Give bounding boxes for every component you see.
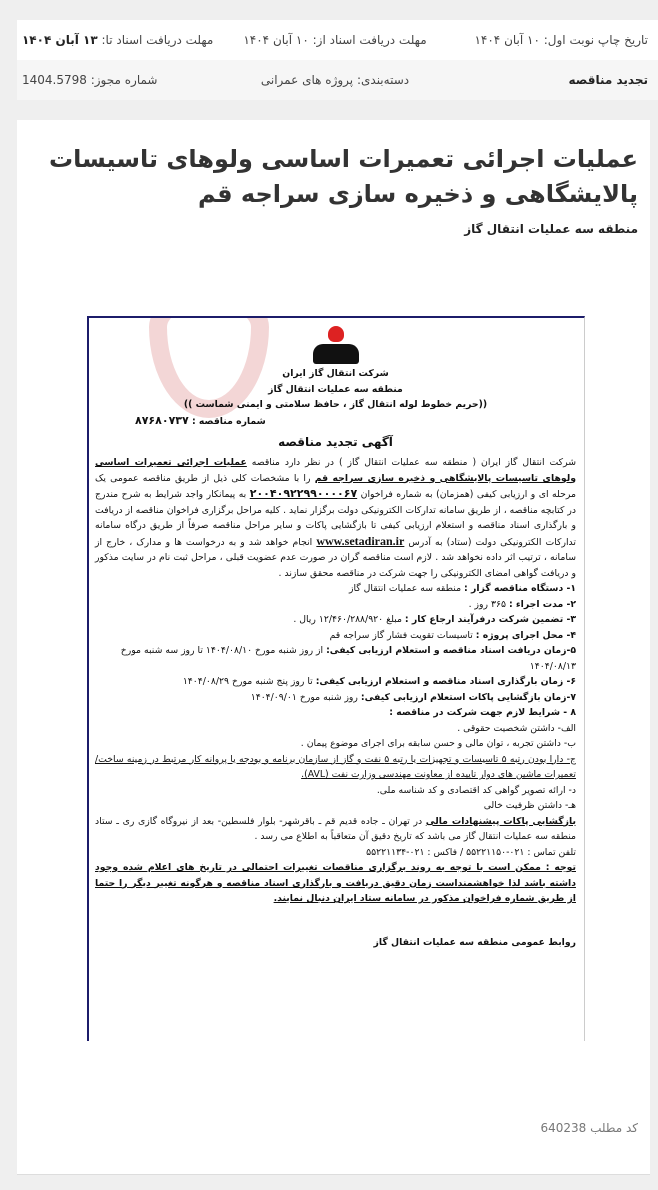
- tender-type: تجدید مناقصه: [568, 73, 648, 87]
- doc-item-7: ۷-زمان بازگشایی پاکات استعلام ارزیابی کیفی: روز شنبه مورخ ۱۴۰۴/۰۹/۰۱: [250, 691, 576, 703]
- setadiran-link[interactable]: www.setadiran.ir: [316, 533, 405, 548]
- tender-document-image[interactable]: [87, 316, 585, 1041]
- license-number: شماره مجوز: 1404.5798: [21, 73, 158, 87]
- doc-item-3: ۳- تضمین شرکت درفرآیند ارجاع کار : مبلغ ۱۲/۴۶۰/۲۸۸/۹۲۰ ریال .: [293, 614, 576, 625]
- tender-card: [17, 120, 650, 1175]
- doc-paragraph: شرکت انتقال گاز ایران ( منطقه سه عملیات انتقال گاز ) در نظر دارد مناقصه عملیات اجرائی تعمیرات اساسی ولوهای تاسیسات پالایشگاهی و ذخیره سازی سراجه قم را با مشخصات کلی ذیل از طریق مناقصه عمومی یک مرحله ای و ارزیابی کیفی (همزمان) به شماره فراخوان ۲۰۰۴۰۹۲۲۹۹۰۰۰۰۶۷ به پیمانکار واجد شرایط به شرح مندرج در کتابچه مناقصه ، از طریق سامانه تدارکات الکترونیکی دولت برگزار نماید . کلیه مراحل برگزاری فراخوان مناقصه از دریافت و بارگذاری اسناد مناقصه و استعلام ارزیابی کیفی تا بازگشایی پاکات و سایر مراحل مناقصه صرفاً از طریق درگاه سامانه تدارکات الکترونیکی دولت (ستاد) به آدرس www.setadiran.ir انجام خواهد شد و به درخواست ها و مدارک ، خارج از سامانه ، ترتیب اثر داده نخواهد شد . لازم است مناقصه گران در صورت عدم عضویت قبلی ، مراحل ثبت نام در سایت مذکور و دریافت گواهی امضای الکترونیکی را جهت شرکت در مناقصه محقق سازند .: [95, 457, 577, 579]
- nigc-logo-icon: [313, 326, 359, 366]
- doc-note: توجه : ممکن است با توجه به روند برگزاری مناقصات تغییرات احتمالی در تاریخ های اعلام شده وجود داشته باشد لذا خواهشمنداست زمان دقیق دریافت و بارگذاری اسناد مناقصه و هرگونه تغییر دیگر را حتما از طریق شماره فراخوان مذکور در سامانه ستاد ایران دنبال نمایند.: [95, 862, 576, 904]
- category: دسته‌بندی: پروژه های عمرانی: [260, 73, 410, 87]
- docs-from: مهلت دریافت اسناد از: ۱۰ آبان ۱۴۰۴: [243, 33, 427, 47]
- doc-condition: هـ- داشتن ظرفیت خالی: [483, 800, 576, 811]
- doc-condition: ج- دارا بودن رتبه ۵ تاسیسات و تجهیزات یا رتبه ۵ نفت و گاز از سازمان برنامه و بودجه یا پروانه کار مرتبط در زمینه ساخت/ تعمیرات ماشین های دوار تاییده از معاونت مهندسی وزارت نفت (AVL).: [95, 753, 576, 780]
- print-date: تاریخ چاپ نوبت اول: ۱۰ آبان ۱۴۰۴: [474, 33, 648, 47]
- doc-item-8: ۸ - شرایط لازم جهت شرکت در مناقصه :: [389, 707, 576, 718]
- organization: منطقه سه عملیات انتقال گاز: [464, 222, 638, 236]
- doc-slogan: ((حریم خطوط لوله انتقال گاز ، حافظ سلامتی و ایمنی شماست )): [183, 399, 488, 410]
- doc-item-6: ۶- زمان بارگذاری اسناد مناقصه و استعلام ارزیابی کیفی: تا روز پنج شنبه مورخ ۱۴۰۴/۰۸/۲۹: [182, 676, 576, 687]
- doc-tender-no: شماره مناقصه : ۸۷۶۸۰۷۳۷: [135, 413, 266, 427]
- doc-heading: آگهی تجدید مناقصه: [278, 435, 393, 449]
- post-code: کد مطلب 640238: [540, 1121, 638, 1135]
- doc-phone: تلفن تماس : ۰۲۱-۵۵۲۲۱۱۵۰ / فاکس : ۰۲۱-۵۵۲۲۱۱۳۴: [366, 846, 576, 858]
- doc-item-5: ۵-زمان دریافت اسناد مناقصه و استعلام ارزیابی کیفی: از روز شنبه مورخ ۱۴۰۴/۰۸/۱۰ تا روز سه شنبه مورخ ۱۴۰۴/۰۸/۱۳: [120, 645, 576, 672]
- doc-region: منطقه سه عملیات انتقال گاز: [268, 383, 403, 395]
- doc-condition: ب- داشتن تجربه ، توان مالی و حسن سابقه برای اجرای موضوع پیمان .: [300, 738, 576, 749]
- doc-opening: بازگشایی پاکات پیشنهادات مالی در تهران ـ جاده قدیم قم ـ باقرشهر- بلوار فلسطین- بعد از نیروگاه گازی ری ـ ستاد منطقه سه عملیات انتقال گاز می باشد که تاریخ دقیق آن متعاقباً به اطلاع می رسد .: [95, 815, 576, 842]
- page-title: عملیات اجرائی تعمیرات اساسی ولوهای تاسیسات پالایشگاهی و ذخیره سازی سراجه قم: [49, 145, 638, 208]
- doc-item-4: ۴- محل اجرای پروژه : تاسیسات تقویت فشار گاز سراجه قم: [329, 629, 576, 641]
- doc-item-2: ۲- مدت اجراء : ۳۶۵ روز .: [468, 598, 576, 610]
- doc-company: شرکت انتقال گاز ایران: [282, 368, 389, 379]
- doc-footer: روابط عمومی منطقه سه عملیات انتقال گاز: [373, 936, 576, 948]
- docs-to: مهلت دریافت اسناد تا: ۱۳ آبان ۱۴۰۴: [21, 33, 214, 47]
- tender-info-panel: [17, 20, 658, 100]
- doc-condition: د- ارائه تصویر گواهی کد اقتصادی و کد شناسه ملی.: [376, 784, 576, 796]
- doc-item-1: ۱- دستگاه مناقصه گزار : منطقه سه عملیات انتقال گاز: [348, 583, 576, 594]
- doc-condition: الف- داشتن شخصیت حقوقی .: [457, 722, 576, 734]
